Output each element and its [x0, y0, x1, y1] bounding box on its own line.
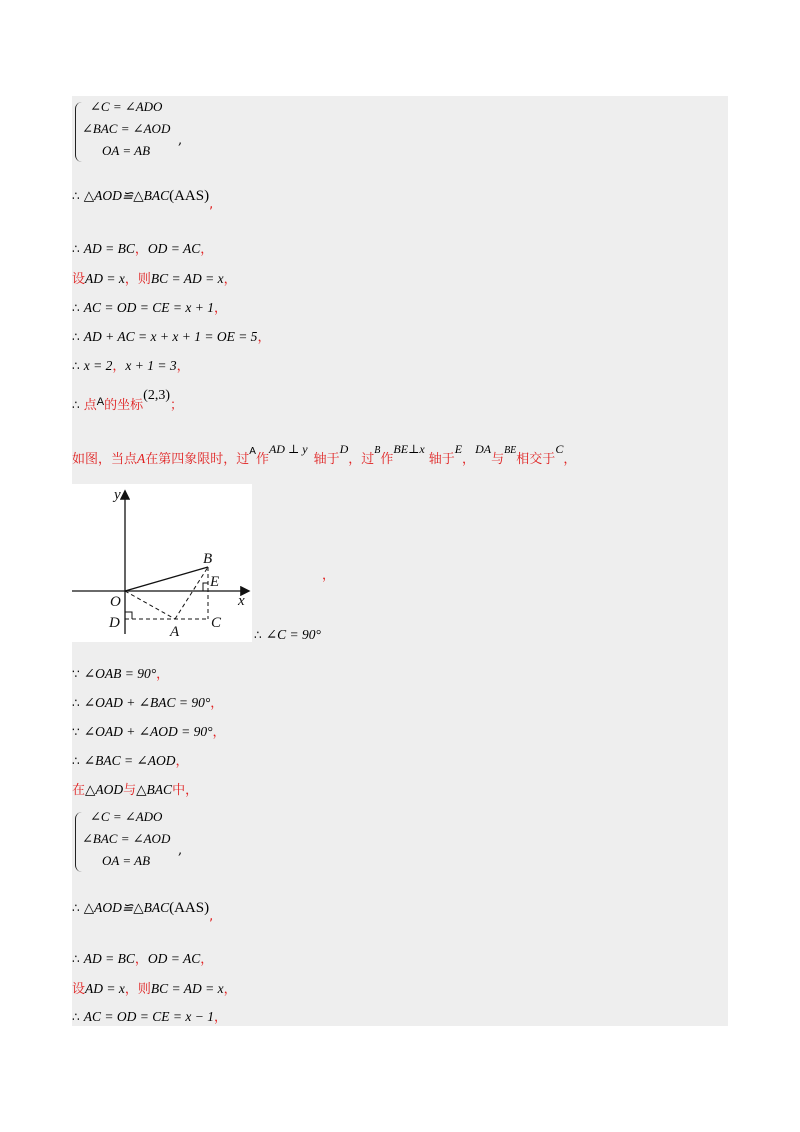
geometry-figure	[72, 484, 252, 642]
congruence-line-2: ∴ △AOD≌△BAC(AAS),	[72, 900, 214, 924]
label-c: C	[211, 615, 222, 631]
solution-content	[72, 96, 728, 1026]
right-angle-d	[125, 612, 132, 619]
equation-system-2	[72, 808, 222, 874]
let-line-1: 设AD = x，则BC = AD = x，	[72, 271, 237, 287]
let-line-2: 设AD = x，则BC = AD = x，	[72, 981, 237, 997]
label-y: y	[114, 487, 121, 503]
system-row-1: ∠C = ∠ADO	[90, 809, 163, 824]
equal-sides-line-2: ∴ AD = BC，OD = AC，	[72, 951, 214, 967]
angle-c-line: ∴ ∠C = 90°	[254, 627, 321, 642]
right-angle-e	[203, 583, 208, 591]
label-o: O	[110, 594, 121, 610]
angle-sum-line-2: ∵ ∠OAD + ∠AOD = 90°，	[72, 724, 226, 740]
system-row-2: ∠BAC = ∠AOD	[82, 831, 171, 846]
label-x: x	[238, 593, 245, 609]
label-e: E	[210, 574, 220, 590]
ac-line-2: ∴ AC = OD = CE = x − 1，	[72, 1009, 227, 1025]
coordinate-diagram	[72, 484, 252, 642]
system-comma: ,	[178, 133, 183, 148]
label-a: A	[170, 624, 180, 640]
sum-line: ∴ AD + AC = x + x + 1 = OE = 5，	[72, 329, 271, 345]
equal-angle-line: ∴ ∠BAC = ∠AOD，	[72, 753, 189, 769]
in-triangles-line: 在△AOD与△BAC中，	[72, 782, 199, 798]
label-d: D	[109, 615, 120, 631]
system-row-2: ∠BAC = ∠AOD	[82, 121, 171, 136]
case-line: 如图，当点A在第四象限时，过$^A$作AD ⊥ y轴于D，过$^B$作BE⊥x轴于E，DA与$^{BE}$相交于C，	[72, 442, 577, 467]
ac-line-1: ∴ AC = OD = CE = x + 1，	[72, 300, 227, 316]
congruence-line-1: ∴ △AOD≌△BAC(AAS),	[72, 188, 214, 212]
equal-sides-line-1: ∴ AD = BC，OD = AC，	[72, 241, 214, 257]
label-b: B	[203, 551, 213, 567]
system-row-3: OA = AB	[102, 853, 151, 868]
system-comma: ,	[178, 843, 183, 858]
coordinate-line: ∴ 点$^A$的坐标(2,3)；	[72, 388, 183, 413]
equation-system-1	[72, 98, 222, 164]
system-row-1: ∠C = ∠ADO	[90, 99, 163, 114]
system-row-3: OA = AB	[102, 143, 151, 158]
figure-comma: ，	[322, 568, 336, 583]
solve-line: ∴ x = 2，x + 1 = 3，	[72, 358, 190, 374]
angle-sum-line-1: ∴ ∠OAD + ∠BAC = 90°，	[72, 695, 224, 711]
oab-line: ∵ ∠OAB = 90°，	[72, 666, 170, 682]
